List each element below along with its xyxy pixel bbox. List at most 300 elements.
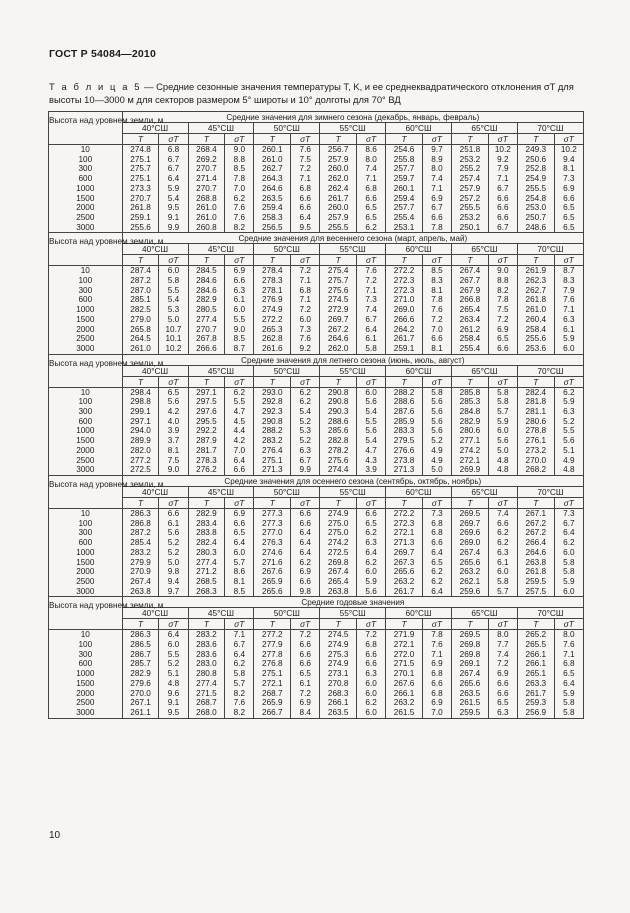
temperature-cell: 263.2 [452,567,489,577]
sigma-cell: 6.0 [159,640,188,650]
height-cell: 1000 [49,669,123,679]
sigma-cell: 6.8 [291,286,320,296]
table-row [49,397,584,407]
temperature-cell: 275.7 [122,164,159,174]
sigma-cell: 8.0 [357,155,386,165]
sigma-cell: 5.9 [488,417,517,427]
sigma-cell: 7.0 [422,708,451,718]
sigma-cell: 4.3 [357,456,386,466]
height-cell: 600 [49,295,123,305]
sigma-cell: 6.7 [159,164,188,174]
sigma-cell: 6.2 [488,528,517,538]
temperature-cell: 277.8 [254,650,291,660]
table-row [49,344,584,354]
temperature-cell: 285.8 [452,387,489,397]
sigma-label: σT [554,619,583,630]
temperature-cell: 262.8 [254,334,291,344]
latitude-header: 65°СШ [452,608,518,619]
sigma-label: σT [225,134,254,145]
temperature-cell: 282.5 [122,305,159,315]
sigma-cell: 6.6 [291,650,320,660]
temperature-cell: 267.9 [452,286,489,296]
temperature-cell: 272.2 [386,508,423,518]
sigma-cell: 6.7 [357,315,386,325]
sigma-cell: 6.1 [357,334,386,344]
height-cell: 2000 [49,689,123,699]
sigma-cell: 5.7 [488,407,517,417]
sigma-cell: 5.5 [159,286,188,296]
sigma-cell: 6.4 [159,630,188,640]
sigma-cell: 9.8 [159,567,188,577]
temperature-cell: 266.1 [517,650,554,660]
temperature-cell: 287.2 [122,528,159,538]
sigma-cell: 7.2 [291,164,320,174]
sigma-cell: 8.0 [554,630,583,640]
sigma-cell: 8.7 [554,266,583,276]
temperature-cell: 283.6 [188,650,225,660]
temperature-cell: 270.0 [517,456,554,466]
sigma-cell: 5.8 [488,577,517,587]
temperature-cell: 298.4 [122,387,159,397]
sigma-label: σT [488,134,517,145]
temperature-label: T [122,619,159,630]
temperature-cell: 280.5 [188,305,225,315]
sigma-cell: 6.1 [159,519,188,529]
temperature-cell: 265.2 [517,630,554,640]
sigma-cell: 7.9 [488,164,517,174]
sigma-cell: 7.2 [291,305,320,315]
temperature-cell: 255.8 [386,155,423,165]
temperature-cell: 253.2 [452,213,489,223]
temperature-label: T [452,134,489,145]
temperature-cell: 283.8 [188,528,225,538]
table-row [49,155,584,165]
table-row [49,276,584,286]
table-row [49,689,584,699]
latitude-header: 45°СШ [188,123,254,134]
sigma-cell: 6.3 [554,315,583,325]
sigma-cell: 8.2 [225,223,254,233]
temperature-cell: 278.2 [320,446,357,456]
sigma-cell: 7.8 [488,295,517,305]
sigma-cell: 6.0 [225,305,254,315]
standard-number: ГОСТ Р 54084—2010 [49,48,157,60]
sigma-cell: 8.6 [225,567,254,577]
height-cell: 10 [49,387,123,397]
section-title: Средние значения для летнего сезона (июнь, июль, август) [122,354,583,365]
temperature-cell: 267.4 [320,567,357,577]
temperature-cell: 248.6 [517,223,554,233]
sigma-cell: 7.1 [357,174,386,184]
height-cell: 300 [49,650,123,660]
temperature-cell: 261.0 [254,155,291,165]
temperature-cell: 261.0 [517,305,554,315]
sigma-cell: 5.8 [488,397,517,407]
height-cell: 3000 [49,344,123,354]
sigma-cell: 8.1 [225,577,254,587]
height-cell: 3000 [49,223,123,233]
latitude-header: 55°СШ [320,486,386,497]
sigma-cell: 6.4 [357,548,386,558]
temperature-label: T [188,619,225,630]
sigma-label: σT [225,255,254,266]
temperature-cell: 280.3 [188,548,225,558]
sigma-cell: 7.8 [422,223,451,233]
temperature-cell: 282.4 [188,538,225,548]
sigma-cell: 6.0 [357,567,386,577]
temperature-cell: 284.5 [188,266,225,276]
sigma-cell: 4.9 [554,456,583,466]
temperature-cell: 268.2 [517,465,554,475]
sigma-cell: 5.2 [422,436,451,446]
sigma-cell: 7.2 [488,315,517,325]
sigma-cell: 6.8 [422,669,451,679]
temperature-cell: 285.9 [386,417,423,427]
temperature-label: T [517,376,554,387]
temperature-cell: 297.5 [188,397,225,407]
sigma-cell: 6.8 [422,519,451,529]
height-column-header: Высота над уровнем земли, м [49,112,123,145]
sigma-cell: 7.3 [554,174,583,184]
temperature-cell: 272.1 [254,679,291,689]
height-cell: 600 [49,538,123,548]
sigma-label: σT [422,134,451,145]
height-cell: 600 [49,174,123,184]
sigma-label: σT [357,134,386,145]
temperature-cell: 267.8 [188,334,225,344]
temperature-cell: 288.6 [386,397,423,407]
temperature-cell: 256.9 [517,708,554,718]
temperature-cell: 269.9 [452,465,489,475]
sigma-label: σT [422,376,451,387]
latitude-header: 65°СШ [452,123,518,134]
sigma-cell: 6.6 [225,465,254,475]
temperature-cell: 275.1 [254,669,291,679]
temperature-cell: 265.8 [122,325,159,335]
height-cell: 100 [49,640,123,650]
temperature-label: T [517,134,554,145]
temperature-cell: 275.4 [320,266,357,276]
value-header-row [49,497,584,508]
sigma-cell: 9.1 [159,213,188,223]
sigma-cell: 7.6 [422,305,451,315]
sigma-cell: 9.2 [488,155,517,165]
temperature-cell: 269.0 [386,305,423,315]
temperature-cell: 290.8 [254,417,291,427]
temperature-table [48,111,584,719]
sigma-cell: 6.4 [225,538,254,548]
temperature-cell: 279.6 [122,679,159,689]
sigma-cell: 6.4 [225,650,254,660]
latitude-header: 45°СШ [188,486,254,497]
latitude-header: 60°СШ [386,123,452,134]
temperature-cell: 266.6 [188,344,225,354]
sigma-cell: 5.6 [159,528,188,538]
sigma-cell: 8.6 [357,145,386,155]
sigma-cell: 9.0 [225,325,254,335]
sigma-cell: 7.2 [291,630,320,640]
temperature-cell: 292.3 [254,407,291,417]
sigma-cell: 6.5 [357,213,386,223]
height-cell: 2500 [49,213,123,223]
sigma-cell: 6.2 [422,577,451,587]
temperature-cell: 286.7 [122,650,159,660]
sigma-cell: 6.4 [357,325,386,335]
temperature-cell: 282.9 [122,669,159,679]
sigma-cell: 6.3 [488,708,517,718]
temperature-cell: 255.2 [452,164,489,174]
sigma-cell: 5.1 [159,669,188,679]
sigma-cell: 6.6 [488,689,517,699]
temperature-cell: 283.6 [188,640,225,650]
sigma-cell: 6.8 [291,184,320,194]
height-cell: 3000 [49,708,123,718]
temperature-cell: 262.3 [517,276,554,286]
sigma-label: σT [488,619,517,630]
latitude-header: 55°СШ [320,244,386,255]
temperature-cell: 267.2 [517,528,554,538]
temperature-label: T [452,255,489,266]
temperature-cell: 270.0 [122,689,159,699]
sigma-cell: 6.9 [422,698,451,708]
temperature-cell: 278.1 [254,286,291,296]
temperature-cell: 267.1 [517,508,554,518]
sigma-cell: 6.9 [291,567,320,577]
temperature-cell: 278.3 [254,276,291,286]
temperature-cell: 272.5 [122,465,159,475]
temperature-cell: 269.1 [452,659,489,669]
sigma-cell: 7.1 [357,286,386,296]
temperature-cell: 269.8 [452,650,489,660]
temperature-cell: 267.4 [452,548,489,558]
sigma-label: σT [422,619,451,630]
temperature-cell: 287.6 [386,407,423,417]
section-title: Средние годовые значения [122,597,583,608]
temperature-label: T [517,497,554,508]
temperature-cell: 257.2 [452,194,489,204]
temperature-cell: 268.0 [188,708,225,718]
latitude-header: 45°СШ [188,365,254,376]
sigma-cell: 5.5 [357,417,386,427]
temperature-cell: 273.1 [320,669,357,679]
sigma-cell: 7.6 [554,640,583,650]
temperature-cell: 259.3 [517,698,554,708]
sigma-cell: 6.0 [159,266,188,276]
temperature-cell: 270.8 [320,679,357,689]
sigma-cell: 6.0 [357,689,386,699]
temperature-cell: 289.9 [122,436,159,446]
sigma-cell: 6.1 [488,558,517,568]
temperature-cell: 288.6 [320,417,357,427]
sigma-cell: 4.4 [225,426,254,436]
temperature-cell: 275.6 [320,456,357,466]
temperature-cell: 261.8 [517,295,554,305]
temperature-label: T [254,376,291,387]
sigma-cell: 5.8 [488,387,517,397]
latitude-header: 40°СШ [122,244,188,255]
temperature-cell: 297.1 [188,387,225,397]
sigma-cell: 6.0 [488,567,517,577]
sigma-cell: 5.1 [554,446,583,456]
sigma-cell: 5.3 [291,426,320,436]
table-row [49,305,584,315]
sigma-cell: 6.6 [488,519,517,529]
temperature-cell: 264.5 [122,334,159,344]
temperature-cell: 263.5 [452,689,489,699]
sigma-cell: 6.6 [357,194,386,204]
temperature-label: T [188,134,225,145]
table-row [49,213,584,223]
temperature-cell: 290.8 [320,397,357,407]
sigma-cell: 8.3 [554,276,583,286]
sigma-cell: 9.7 [159,587,188,597]
temperature-label: T [254,255,291,266]
sigma-cell: 6.3 [357,538,386,548]
temperature-cell: 274.9 [254,305,291,315]
temperature-cell: 277.4 [188,679,225,689]
table-row [49,659,584,669]
table-row [49,587,584,597]
sigma-cell: 4.8 [554,465,583,475]
temperature-cell: 269.5 [452,508,489,518]
temperature-cell: 282.8 [320,436,357,446]
temperature-cell: 271.5 [188,689,225,699]
sigma-cell: 8.2 [488,286,517,296]
table-row [49,325,584,335]
sigma-cell: 6.3 [554,407,583,417]
temperature-cell: 256.7 [320,145,357,155]
sigma-cell: 6.2 [357,223,386,233]
temperature-cell: 274.2 [320,538,357,548]
sigma-cell: 8.0 [422,164,451,174]
temperature-cell: 285.1 [122,295,159,305]
height-cell: 100 [49,155,123,165]
sigma-cell: 7.6 [225,203,254,213]
sigma-cell: 7.0 [225,446,254,456]
table-row [49,223,584,233]
temperature-cell: 268.5 [188,577,225,587]
temperature-cell: 276.8 [254,659,291,669]
sigma-cell: 6.3 [291,446,320,456]
temperature-cell: 272.1 [452,456,489,466]
sigma-cell: 6.5 [357,519,386,529]
sigma-cell: 6.0 [291,315,320,325]
temperature-cell: 263.5 [254,194,291,204]
temperature-cell: 274.2 [452,446,489,456]
value-header-row [49,134,584,145]
temperature-cell: 261.0 [188,213,225,223]
temperature-cell: 268.7 [188,698,225,708]
sigma-cell: 6.7 [291,456,320,466]
temperature-cell: 257.7 [386,164,423,174]
sigma-cell: 5.6 [422,426,451,436]
sigma-cell: 6.5 [488,334,517,344]
sigma-cell: 5.2 [291,417,320,427]
latitude-header: 60°СШ [386,365,452,376]
temperature-cell: 276.3 [254,538,291,548]
temperature-cell: 264.2 [386,325,423,335]
sigma-cell: 6.6 [291,519,320,529]
height-cell: 600 [49,659,123,669]
temperature-cell: 288.2 [254,426,291,436]
temperature-cell: 287.4 [122,266,159,276]
temperature-label: T [452,497,489,508]
sigma-cell: 6.7 [554,519,583,529]
sigma-cell: 6.4 [422,548,451,558]
height-cell: 10 [49,145,123,155]
temperature-cell: 257.9 [320,213,357,223]
sigma-cell: 9.5 [159,708,188,718]
sigma-cell: 5.2 [159,548,188,558]
sigma-cell: 7.1 [488,174,517,184]
height-cell: 2000 [49,567,123,577]
temperature-cell: 258.3 [254,213,291,223]
latitude-header: 70°СШ [517,123,583,134]
temperature-cell: 276.9 [254,295,291,305]
sigma-cell: 9.0 [159,465,188,475]
temperature-cell: 261.5 [452,698,489,708]
temperature-cell: 278.3 [188,456,225,466]
sigma-cell: 7.5 [291,155,320,165]
temperature-cell: 294.0 [122,426,159,436]
temperature-cell: 290.3 [320,407,357,417]
sigma-cell: 3.7 [159,436,188,446]
temperature-cell: 277.9 [254,640,291,650]
temperature-cell: 274.4 [320,465,357,475]
height-cell: 1500 [49,315,123,325]
temperature-cell: 255.5 [320,223,357,233]
temperature-cell: 282.9 [188,508,225,518]
temperature-label: T [188,255,225,266]
sigma-cell: 8.7 [225,344,254,354]
sigma-cell: 5.2 [159,659,188,669]
temperature-cell: 257.5 [517,587,554,597]
temperature-cell: 272.2 [386,266,423,276]
temperature-cell: 270.9 [122,567,159,577]
temperature-cell: 295.5 [188,417,225,427]
height-cell: 3000 [49,587,123,597]
temperature-cell: 265.6 [254,587,291,597]
sigma-cell: 8.1 [422,286,451,296]
sigma-cell: 5.2 [554,417,583,427]
height-cell: 1000 [49,184,123,194]
sigma-cell: 9.2 [291,344,320,354]
temperature-cell: 263.4 [452,315,489,325]
temperature-label: T [320,497,357,508]
temperature-cell: 272.2 [254,315,291,325]
sigma-cell: 6.0 [357,679,386,689]
sigma-cell: 5.2 [159,538,188,548]
temperature-cell: 264.3 [254,174,291,184]
temperature-label: T [188,497,225,508]
temperature-cell: 268.4 [188,145,225,155]
sigma-cell: 6.3 [357,669,386,679]
sigma-cell: 6.4 [291,213,320,223]
temperature-cell: 298.8 [122,397,159,407]
temperature-cell: 284.6 [188,286,225,296]
table-row [49,417,584,427]
temperature-cell: 267.4 [452,266,489,276]
sigma-cell: 6.8 [357,640,386,650]
table-row [49,286,584,296]
temperature-cell: 283.2 [122,548,159,558]
sigma-cell: 6.5 [488,698,517,708]
temperature-cell: 253.2 [452,155,489,165]
sigma-cell: 6.5 [422,558,451,568]
sigma-cell: 9.9 [291,465,320,475]
height-cell: 300 [49,164,123,174]
sigma-cell: 7.1 [225,630,254,640]
